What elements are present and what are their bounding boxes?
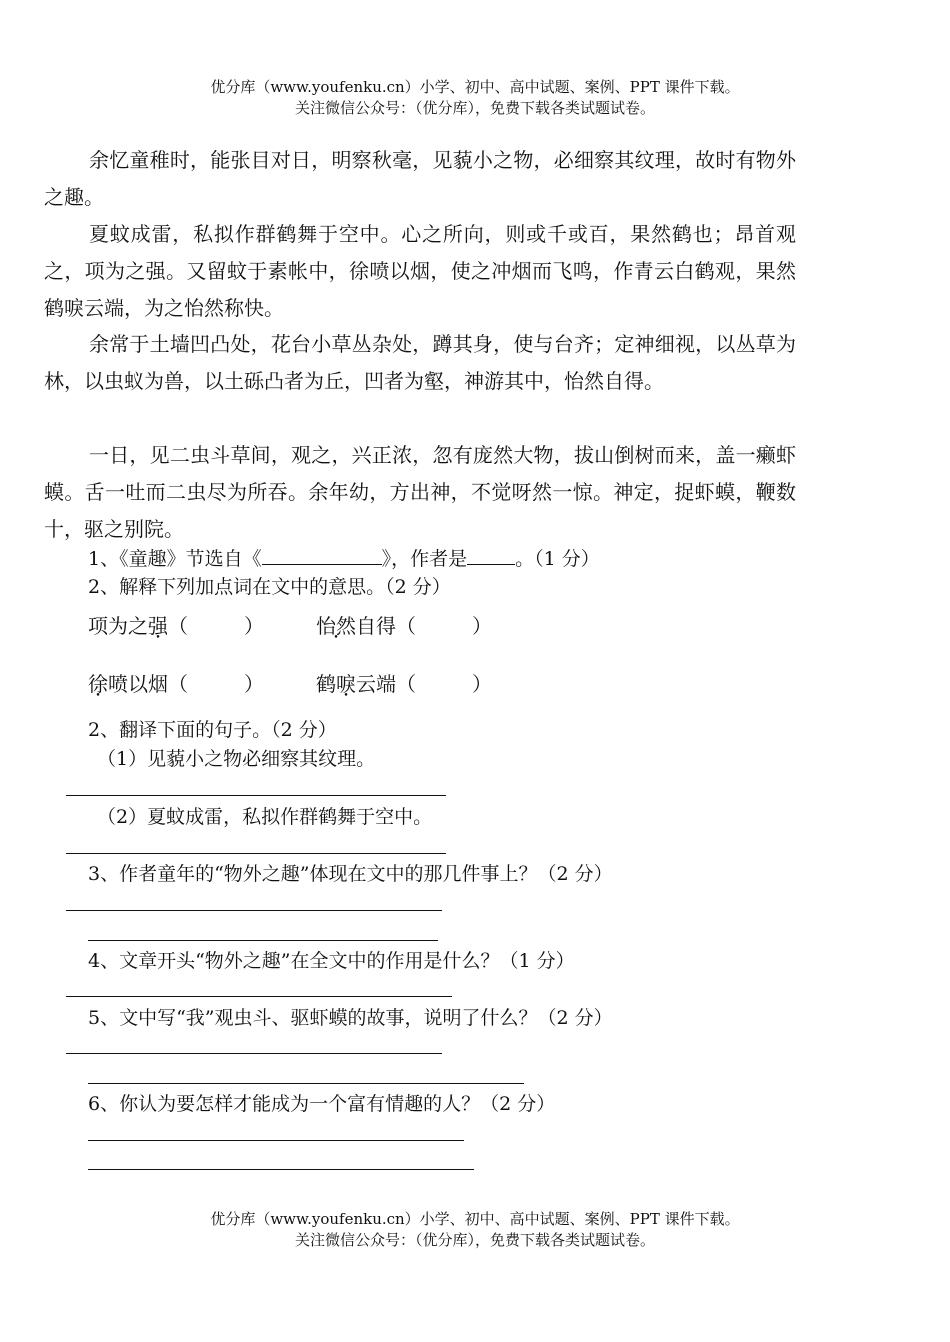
page-header: [0, 77, 950, 119]
answer-line[interactable]: [66, 1053, 442, 1054]
question-5: 5、文中写“我”观虫斗、驱虾蟆的故事，说明了什么？（2 分）: [88, 1007, 613, 1029]
question-6: 6、你认为要怎样才能成为一个富有情趣的人？（2 分）: [88, 1093, 556, 1115]
question-1: 1、《童趣》节选自《 》，作者是 。（1 分）: [88, 545, 600, 572]
answer-line[interactable]: [88, 1140, 464, 1141]
question-3: 3、作者童年的“物外之趣”体现在文中的那几件事上？（2 分）: [88, 863, 613, 885]
answer-paren[interactable]: （ ）: [168, 614, 264, 638]
passage-paragraph-1: 余忆童稚时，能张目对日，明察秋毫，见藐小之物，必细察其纹理，故时有物外之趣。: [44, 148, 796, 209]
word-item-1: 项为之强（ ）: [88, 614, 264, 638]
answer-line[interactable]: [88, 1083, 524, 1084]
answer-paren[interactable]: （ ）: [396, 614, 492, 638]
word-item-4: 鹤唳云端（ ）: [316, 672, 492, 696]
footer-line-1: 优分库（www.youfenku.cn）小学、初中、高中试题、案例、PPT 课件下载。: [210, 1210, 740, 1228]
dotted-char: 唳: [336, 672, 356, 696]
question-2-translate: 2、翻译下面的句子。（2 分）: [88, 719, 337, 741]
book-title-blank[interactable]: [262, 545, 382, 565]
answer-line[interactable]: [88, 1169, 474, 1170]
passage-paragraph-2: 夏蚊成雷，私拟作群鹤舞于空中。心之所向，则或千或百，果然鹤也；昂首观之，项为之强。又留蚊于素帐中，徐喷以烟，使之冲烟而飞鸣，作青云白鹤观，果然鹤唳云端，为之怡然称快。: [44, 222, 796, 320]
question-4: 4、文章开头“物外之趣”在全文中的作用是什么？（1 分）: [88, 950, 575, 972]
passage-paragraph-4: 一日，见二虫斗草间，观之，兴正浓，忽有庞然大物，拔山倒树而来，盖一癞虾蟆。舌一吐而二虫尽为所吞。余年幼，方出神，不觉呀然一惊。神定，捉虾蟆，鞭数十，驱之别院。: [44, 443, 796, 541]
answer-line[interactable]: [88, 940, 438, 941]
header-line-2: 关注微信公众号：（优分库），免费下载各类试题试卷。: [294, 99, 655, 117]
dotted-char: 徐: [88, 672, 108, 696]
footer-line-2: 关注微信公众号：（优分库），免费下载各类试题试卷。: [294, 1231, 655, 1249]
answer-paren[interactable]: （ ）: [168, 672, 264, 696]
answer-line[interactable]: [66, 795, 446, 796]
translate-sentence-2: （2）夏蚊成雷，私拟作群鹤舞于空中。: [97, 806, 433, 828]
translate-sentence-1: （1）见藐小之物必细察其纹理。: [97, 748, 376, 770]
passage-paragraph-3: 余常于土墙凹凸处，花台小草丛杂处，蹲其身，使与台齐；定神细视，以丛草为林，以虫蚁为兽，以土砾凸者为丘，凹者为壑，神游其中，怡然自得。: [44, 332, 796, 393]
author-blank[interactable]: [467, 545, 515, 565]
dotted-char: 怡然: [316, 614, 356, 638]
answer-line[interactable]: [66, 910, 442, 911]
answer-line[interactable]: [66, 996, 452, 997]
question-2: 2、解释下列加点词在文中的意思。（2 分）: [88, 576, 451, 598]
word-item-2: 怡然自得（ ）: [316, 614, 492, 638]
answer-line[interactable]: [66, 853, 446, 854]
page-footer: [0, 1209, 950, 1251]
dotted-char: 强: [148, 614, 168, 638]
word-item-3: 徐喷以烟（ ）: [88, 672, 264, 696]
answer-paren[interactable]: （ ）: [396, 672, 492, 696]
header-line-1: 优分库（www.youfenku.cn）小学、初中、高中试题、案例、PPT 课件下载。: [210, 78, 740, 96]
